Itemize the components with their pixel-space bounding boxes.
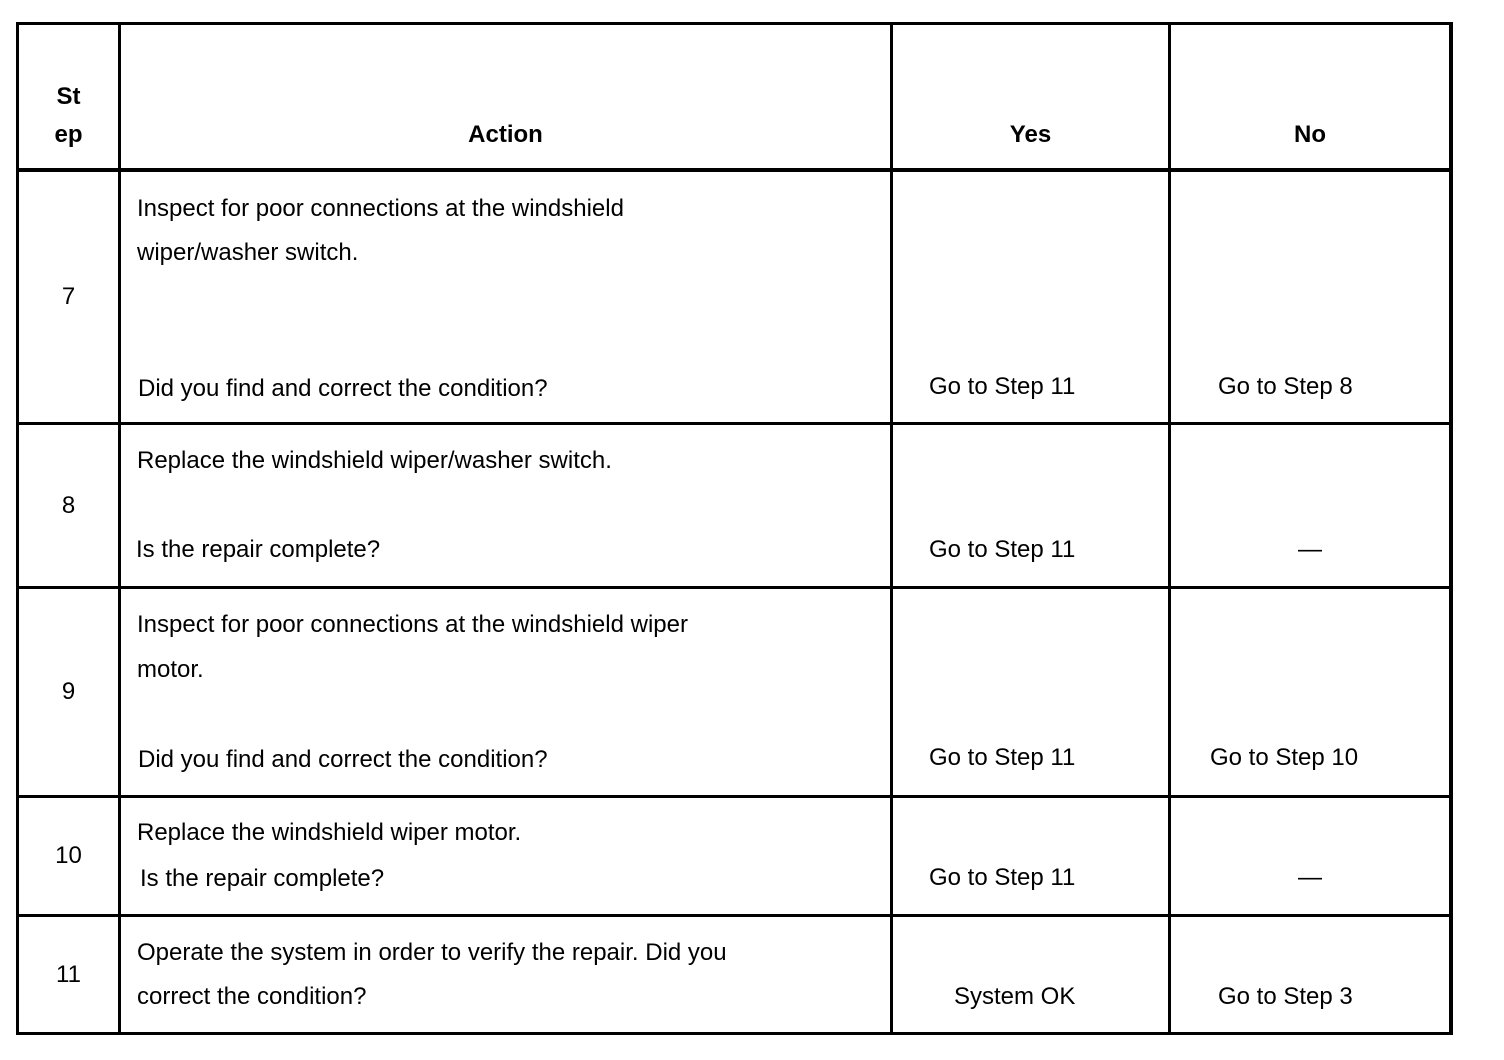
header-no: No bbox=[1294, 121, 1326, 148]
no-link: Go to Step 8 bbox=[1218, 373, 1353, 400]
row-rule bbox=[16, 795, 1453, 798]
no-link: — bbox=[1298, 864, 1322, 891]
action-question: Is the repair complete? bbox=[140, 865, 385, 892]
header-rule bbox=[16, 168, 1453, 172]
action-question: Is the repair complete? bbox=[136, 536, 381, 563]
action-text: wiper/washer switch. bbox=[137, 239, 359, 266]
header-step-line1: St bbox=[56, 83, 81, 110]
header-step bbox=[19, 78, 118, 154]
action-text: correct the condition? bbox=[137, 983, 367, 1010]
action-text: Replace the windshield wiper/washer switch. bbox=[137, 447, 612, 474]
action-text: Inspect for poor connections at the windshield bbox=[137, 195, 624, 222]
table-border-top bbox=[16, 22, 1453, 25]
yes-link: Go to Step 11 bbox=[929, 864, 1076, 891]
no-link: — bbox=[1298, 536, 1322, 563]
column-rule bbox=[118, 22, 121, 1035]
step-number: 7 bbox=[61, 283, 76, 310]
yes-result: System OK bbox=[954, 983, 1076, 1010]
step-number: 9 bbox=[61, 678, 76, 705]
row-rule bbox=[16, 586, 1453, 589]
no-link: Go to Step 3 bbox=[1218, 983, 1353, 1010]
row-rule bbox=[16, 422, 1453, 425]
action-question: Did you find and correct the condition? bbox=[138, 746, 548, 773]
action-text: Operate the system in order to verify the repair. Did you bbox=[137, 939, 727, 966]
step-number: 10 bbox=[55, 842, 82, 869]
yes-link: Go to Step 11 bbox=[929, 536, 1076, 563]
step-number: 11 bbox=[56, 961, 81, 988]
header-action: Action bbox=[468, 121, 543, 148]
no-link: Go to Step 10 bbox=[1210, 744, 1359, 771]
yes-link: Go to Step 11 bbox=[929, 373, 1076, 400]
action-text: Replace the windshield wiper motor. bbox=[137, 819, 522, 846]
table-border-bottom bbox=[16, 1032, 1453, 1035]
action-text: Inspect for poor connections at the windshield wiper bbox=[137, 611, 688, 638]
step-number: 8 bbox=[61, 492, 76, 519]
row-rule bbox=[16, 914, 1453, 917]
table-border-left bbox=[16, 22, 19, 1035]
action-text: motor. bbox=[137, 656, 204, 683]
column-rule bbox=[890, 22, 893, 1035]
header-step-line2: ep bbox=[54, 121, 83, 148]
action-question: Did you find and correct the condition? bbox=[138, 375, 548, 402]
header-yes: Yes bbox=[1009, 121, 1052, 148]
table-border-right bbox=[1449, 22, 1453, 1035]
yes-link: Go to Step 11 bbox=[929, 744, 1076, 771]
diagnostic-table bbox=[16, 22, 1453, 1035]
